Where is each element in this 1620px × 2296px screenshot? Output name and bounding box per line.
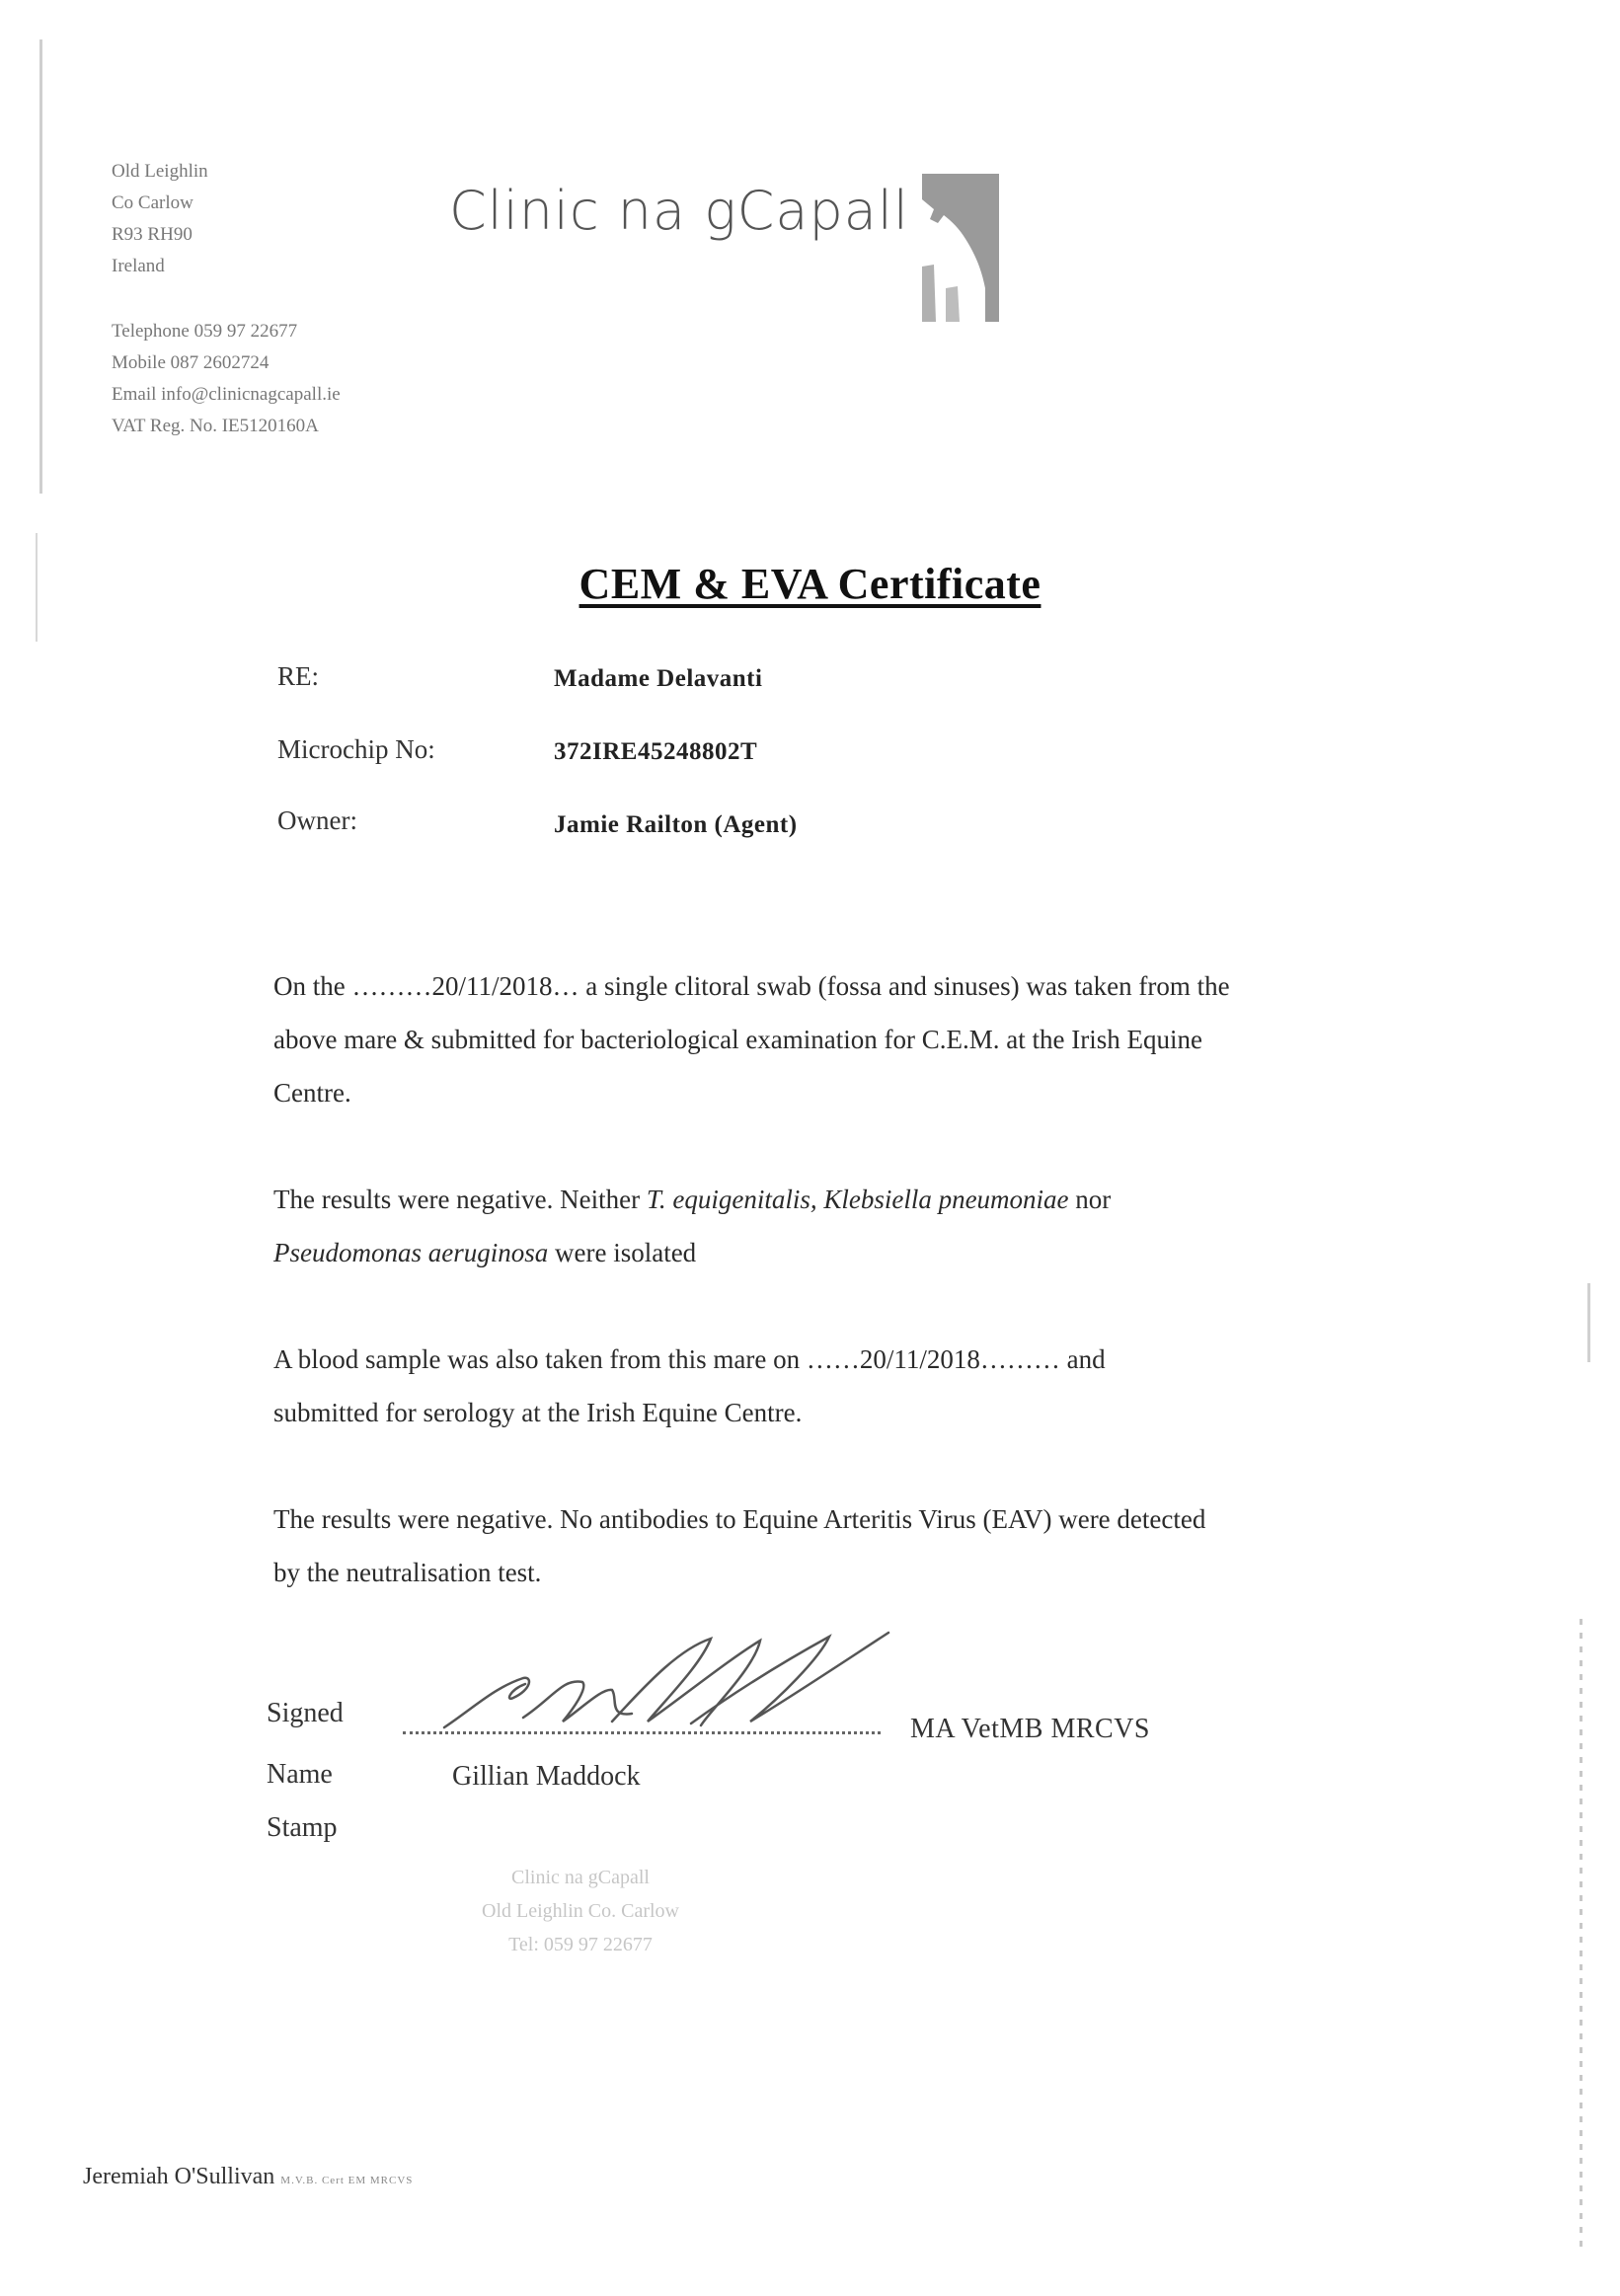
clinic-stamp xyxy=(452,1856,709,1964)
scan-edge-mark xyxy=(1580,1619,1582,2251)
paragraph-line: Centre. xyxy=(273,1078,351,1108)
vat-line: VAT Reg. No. IE5120160A xyxy=(112,416,319,436)
eav-results-paragraph xyxy=(273,1492,1389,1599)
paragraph-line xyxy=(273,1173,1389,1226)
paragraph-line: above mare & submitted for bacteriological examination for C.E.M. at the Irish Equine xyxy=(273,1025,1202,1054)
paragraph-line: by the neutralisation test. xyxy=(273,1558,542,1587)
clinic-address xyxy=(112,156,208,282)
stamp-line: Clinic na gCapall xyxy=(511,1867,650,1888)
results-text: nor xyxy=(1068,1185,1112,1214)
mobile-line: Mobile 087 2602724 xyxy=(112,352,270,373)
organism-names: T. equigenitalis, Klebsiella pneumoniae xyxy=(646,1185,1069,1214)
scan-edge-mark xyxy=(39,39,42,494)
clinic-logo-text: Clinic na gCapall xyxy=(449,180,909,242)
vet-qualifications: MA VetMB MRCVS xyxy=(910,1714,1151,1744)
signature-line xyxy=(403,1716,881,1734)
signed-label: Signed xyxy=(267,1698,344,1728)
footer-qualifications: M.V.B. Cert EM MRCVS xyxy=(280,2175,414,2186)
re-label: RE: xyxy=(277,661,320,691)
blood-sample-paragraph xyxy=(273,1333,1389,1439)
address-line: Old Leighlin xyxy=(112,161,208,182)
stamp-line: Old Leighlin Co. Carlow xyxy=(482,1900,679,1922)
page-title: CEM & EVA Certificate xyxy=(579,560,1041,608)
microchip-value: 372IRE45248802T xyxy=(554,738,758,765)
owner-label: Owner: xyxy=(277,805,357,835)
footer-vet-name xyxy=(83,2164,413,2190)
signatory-name: Gillian Maddock xyxy=(452,1761,641,1792)
cem-results-paragraph xyxy=(273,1173,1389,1279)
email-line: Email info@clinicnagcapall.ie xyxy=(112,384,341,405)
address-line: R93 RH90 xyxy=(112,224,193,245)
address-line: Co Carlow xyxy=(112,192,193,213)
paragraph-line: submitted for serology at the Irish Equine Centre. xyxy=(273,1398,803,1427)
telephone-line: Telephone 059 97 22677 xyxy=(112,321,298,342)
clinic-contact xyxy=(112,316,341,442)
address-line: Ireland xyxy=(112,256,165,276)
results-text: The results were negative. Neither xyxy=(273,1185,647,1214)
stamp-label: Stamp xyxy=(267,1812,338,1843)
paragraph-line: On the ………20/11/2018… a single clitoral swab (fossa and sinuses) was taken from the xyxy=(273,971,1230,1001)
owner-value: Jamie Railton (Agent) xyxy=(554,811,798,838)
paragraph-line xyxy=(273,1226,1389,1279)
organism-name: Pseudomonas aeruginosa xyxy=(273,1238,549,1267)
name-label: Name xyxy=(267,1759,333,1790)
horse-logo-icon xyxy=(916,170,1005,326)
microchip-label: Microchip No: xyxy=(277,734,435,764)
results-text: were isolated xyxy=(548,1238,697,1267)
paragraph-line: The results were negative. No antibodies to Equine Arteritis Virus (EAV) were detected xyxy=(273,1504,1206,1534)
horse-name-value: Madame Delavanti xyxy=(554,665,763,692)
paragraph-line: A blood sample was also taken from this mare on ……20/11/2018……… and xyxy=(273,1344,1106,1374)
swab-paragraph xyxy=(273,959,1389,1119)
scan-edge-mark xyxy=(1587,1283,1590,1362)
stamp-line: Tel: 059 97 22677 xyxy=(508,1934,653,1955)
footer-name: Jeremiah O'Sullivan xyxy=(83,2164,275,2189)
